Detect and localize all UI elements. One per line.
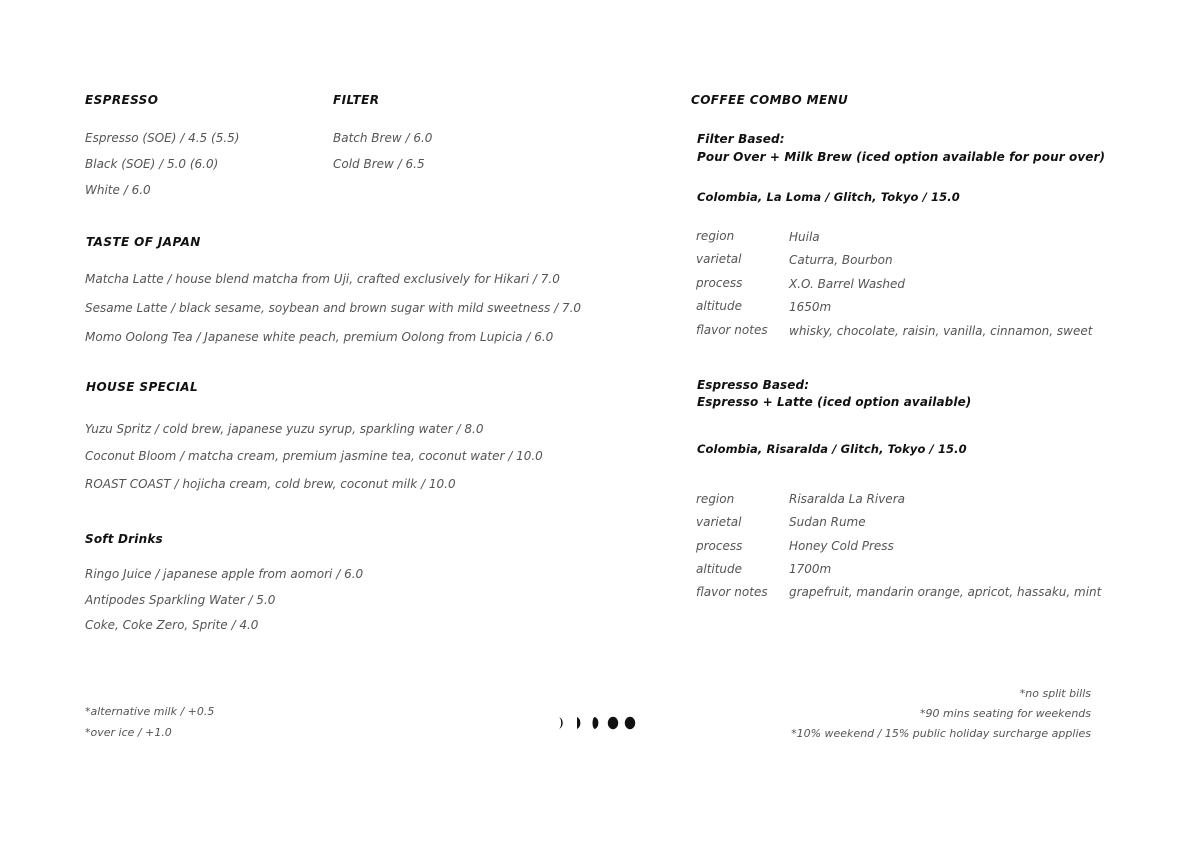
footnote: *90 mins seating for weekends [920, 707, 1091, 720]
spec-value: Risaralda La Rivera [789, 492, 905, 506]
espresso-heading: ESPRESSO [85, 93, 159, 107]
spec-key: region [696, 229, 735, 243]
spec-value: 1700m [789, 562, 832, 576]
espresso-based-sublabel: Espresso + Latte (iced option available) [697, 395, 972, 409]
menu-item: Coke, Coke Zero, Sprite / 4.0 [85, 618, 259, 632]
footnote: *alternative milk / +0.5 [85, 705, 215, 718]
menu-item: White / 6.0 [85, 183, 151, 197]
filter-based-sublabel: Pour Over + Milk Brew (iced option available for pour over) [697, 150, 1106, 164]
waxing-crescent-icon [556, 716, 568, 730]
moon-phases-logo [556, 716, 636, 730]
spec-value: X.O. Barrel Washed [789, 277, 906, 291]
menu-item: Sesame Latte / black sesame, soybean and brown sugar with mild sweetness / 7.0 [85, 301, 582, 315]
spec-value: Huila [789, 230, 820, 244]
filter-coffee-title: Colombia, La Loma / Glitch, Tokyo / 15.0 [697, 190, 960, 204]
menu-item: Matcha Latte / house blend matcha from Uji, crafted exclusively for Hikari / 7.0 [85, 272, 560, 286]
spec-key: process [696, 276, 743, 290]
menu-item: Antipodes Sparkling Water / 5.0 [85, 593, 276, 607]
espresso-based-label: Espresso Based: [697, 378, 810, 392]
menu-item: Cold Brew / 6.5 [333, 157, 425, 171]
menu-item: Coconut Bloom / matcha cream, premium jasmine tea, coconut water / 10.0 [85, 449, 543, 463]
spec-key: flavor notes [696, 585, 768, 599]
espresso-coffee-title: Colombia, Risaralda / Glitch, Tokyo / 15.0 [697, 442, 967, 456]
spec-value: Honey Cold Press [789, 539, 894, 553]
spec-value: Caturra, Bourbon [789, 253, 893, 267]
menu-item: Yuzu Spritz / cold brew, japanese yuzu syrup, sparkling water / 8.0 [85, 422, 484, 436]
first-quarter-icon [573, 716, 585, 730]
filter-based-label: Filter Based: [697, 132, 785, 146]
menu-item: ROAST COAST / hojicha cream, cold brew, coconut milk / 10.0 [85, 477, 456, 491]
filter-heading: FILTER [333, 93, 380, 107]
soft-drinks-heading: Soft Drinks [85, 532, 163, 546]
footnote: *over ice / +1.0 [85, 726, 172, 739]
house-special-heading: HOUSE SPECIAL [86, 380, 199, 394]
spec-key: varietal [696, 252, 742, 266]
menu-item: Batch Brew / 6.0 [333, 131, 433, 145]
spec-value: whisky, chocolate, raisin, vanilla, cinnamon, sweet [789, 324, 1093, 338]
spec-key: region [696, 492, 735, 506]
spec-value: 1650m [789, 300, 832, 314]
footnote: *no split bills [1019, 687, 1091, 700]
spec-key: varietal [696, 515, 742, 529]
full-moon-icon [624, 716, 636, 730]
waxing-gibbous-icon [590, 716, 602, 730]
taste-of-japan-heading: TASTE OF JAPAN [86, 235, 201, 249]
spec-value: grapefruit, mandarin orange, apricot, hassaku, mint [789, 585, 1102, 599]
menu-item: Ringo Juice / japanese apple from aomori / 6.0 [85, 567, 364, 581]
menu-item: Black (SOE) / 5.0 (6.0) [85, 157, 219, 171]
combo-heading: COFFEE COMBO MENU [691, 93, 849, 107]
menu-item: Espresso (SOE) / 4.5 (5.5) [85, 131, 240, 145]
menu-item: Momo Oolong Tea / Japanese white peach, premium Oolong from Lupicia / 6.0 [85, 330, 554, 344]
spec-key: process [696, 539, 743, 553]
footnote: *10% weekend / 15% public holiday surcharge applies [791, 727, 1091, 740]
spec-key: flavor notes [696, 323, 768, 337]
spec-value: Sudan Rume [789, 515, 866, 529]
spec-key: altitude [696, 562, 743, 576]
spec-key: altitude [696, 299, 743, 313]
full-moon-icon [607, 716, 619, 730]
